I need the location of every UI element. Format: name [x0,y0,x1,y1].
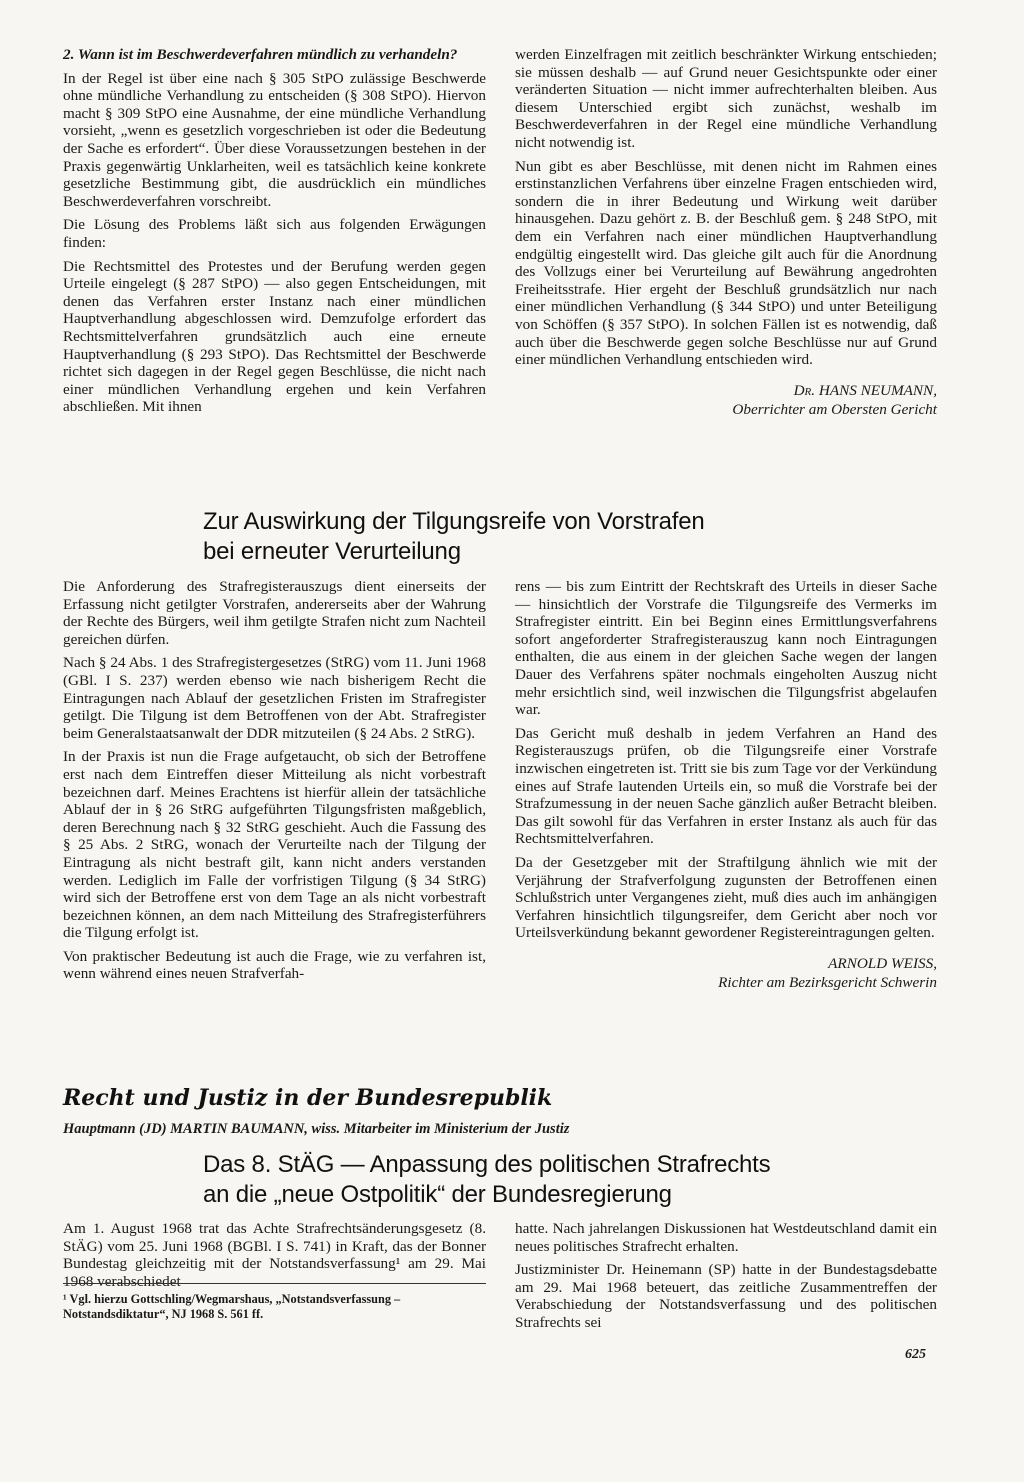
article2-paragraph: Die Anforderung des Strafregisterauszugs dient einerseits der Erfassung nicht getilgter Vorstrafen, andererseits aber der Wahrung der Rechte des Bürgers, weil ihm getilgte Strafen nicht zum Nachteil gereichen dürfen. [63,578,486,648]
page-number: 625 [905,1347,926,1362]
article2-paragraph: rens — bis zum Eintritt der Rechtskraft des Urteils in dieser Sache — hinsichtlich der Vorstrafe die Tilgungsreife des Vermerks im Strafregister eintritt. Ein bei Beginn eines Ermittlungsverfahrens sofort angeforderter Strafregisterauszug kann noch Eintragungen enthalten, die aus einem in der gleichen Sache wegen der langen Dauer des Verfahrens später nochmals eingeholten Auszug nicht mehr ersichtlich sind, weil inzwischen die Tilgungsfrist abgelaufen war. [515,578,937,719]
article1-left-column [63,46,486,422]
article1-heading: 2. Wann ist im Beschwerdeverfahren mündlich zu verhandeln? [63,46,458,63]
article2-title [203,507,705,567]
article3-title-line1: Das 8. StÄG — Anpassung des politischen Strafrechts [203,1151,771,1178]
article2-right-column [515,578,937,992]
article3-title [203,1150,770,1210]
article1-paragraph: Die Lösung des Problems läßt sich aus folgenden Erwägungen finden: [63,216,486,251]
article1-paragraph: Die Rechtsmittel des Protestes und der Berufung werden gegen Urteile eingelegt (§ 287 StPO) — also gegen Entscheidungen, mit denen das Verfahren erster Instanz nach einer mündlichen Hauptverhandlung abgeschlossen wird. Demzufolge erfordert das Rechtsmittelverfahren grundsätzlich auch eine erneute Hauptverhandlung (§ 293 StPO). Das Rechtsmittel der Beschwerde richtet sich dagegen in der Regel gegen Beschlüsse, die nicht nach einer mündlichen Verhandlung ergehen und kein Verfahren abschließen. Mit ihnen [63,257,486,416]
article3-right-column [515,1220,937,1338]
article2-signature [515,954,937,992]
article1-author-title: Oberrichter am Obersten Gericht [732,400,937,418]
article1-right-column [515,46,937,419]
article3-title-line2: an die „neue Ostpolitik“ der Bundesregierung [203,1181,672,1208]
article3-paragraph: Am 1. August 1968 trat das Achte Strafrechtsänderungsgesetz (8. StÄG) vom 25. Juni 1968 (BGBl. I S. 741) in Kraft, das der Bonner Bundestag gleichzeitig mit der Notstandsverfassung¹ am 29. Mai 1968 verabschiedet [63,1220,486,1290]
article3-paragraph: Justizminister Dr. Heinemann (SP) hatte in der Bundestagsdebatte am 29. Mai 1968 beteuert, das zeitliche Zusammentreffen der Verabschiedung der Notstandsverfassung und des politischen Strafrechts sei [515,1261,937,1331]
article2-paragraph: Da der Gesetzgeber mit der Straftilgung ähnlich wie mit der Verjährung der Strafverfolgung zugunsten der Betroffenen einen Schlußstrich unter Vergangenes zieht, muß dies auch im anhängigen Verfahren hinsichtlich tilgungsreifer, dem Gericht aber noch vor Urteilsverkündung bekannt gewordener Registereintragungen gelten. [515,853,937,942]
article2-title-line1: Zur Auswirkung der Tilgungsreife von Vorstrafen [203,508,705,535]
article2-paragraph: Nach § 24 Abs. 1 des Strafregistergesetzes (StRG) vom 11. Juni 1968 (GBl. I S. 237) werden ebenso wie nach bisherigem Recht die Eintragungen nach Ablauf der gesetzlichen Fristen im Strafregister getilgt. Die Tilgung ist dem Betroffenen von der Abt. Strafregister beim Generalstaatsanwalt der DDR mitzuteilen (§ 24 Abs. 2 StRG). [63,654,486,742]
article1-paragraph: Nun gibt es aber Beschlüsse, mit denen nicht im Rahmen eines erstinstanzlichen Verfahrens über einzelne Fragen entschieden wird, sondern die in ihrer Bedeutung und Wirkung weit darüber hinausgehen. Dazu gehört z. B. der Beschluß gem. § 248 StPO, mit dem ein Verfahren nach einer mündlichen Hauptverhandlung endgültig eingestellt wird. Das gleiche gilt auch für die Anordnung des Vollzugs einer bei Verurteilung auf Bewährung angedrohten Freiheitsstrafe. Hier ergeht der Beschluß grundsätzlich nur nach einer mündlichen Verhandlung (§ 344 StPO) und unter Beteiligung von Schöffen (§ 357 StPO). In solchen Fällen ist es notwendig, daß auch über die Beschwerde gegen solche Beschlüsse nur auf Grund einer mündlichen Verhandlung entschieden wird. [515,157,937,369]
article2-paragraph: Das Gericht muß deshalb in jedem Verfahren an Hand des Registerauszugs prüfen, ob die Tilgungsreife einer Vorstrafe inzwischen eingetreten ist. Tritt sie bis zum Tage vor der Verkündung eines auf Strafe lautenden Urteils ein, so muß die Vorstrafe bei der Strafzumessung in der neuen Sache gänzlich außer Betracht bleiben. Das gilt sowohl für das Verfahren in erster Instanz als auch für das Rechtsmittelverfahren. [515,724,937,848]
article2-paragraph: In der Praxis ist nun die Frage aufgetaucht, ob sich der Betroffene erst nach dem Eintreffen dieser Mitteilung als nicht vorbestraft bezeichnen darf. Meines Erachtens ist hierfür allein der tatsächliche Ablauf der in § 26 StRG aufgeführten Tilgungsfristen maßgeblich, deren Berechnung nach § 32 StRG geschieht. Auch die Fassung des § 25 Abs. 2 StRG, wonach der Verurteilte nach der Tilgung der Eintragung als nicht bestraft gilt, kann nicht anders verstanden werden. Lediglich im Falle der vorfristigen Tilgung (§ 34 StRG) wird sich der Betroffene erst von dem Tage an als nicht vorbestraft bezeichnen können, an dem nach Mitteilung des Strafregisterführers die Tilgung erfolgt ist. [63,748,486,942]
article2-author-title: Richter am Bezirksgericht Schwerin [718,973,937,991]
section-title: Recht und Justiz in der Bundesrepublik [63,1085,553,1111]
article2-left-column [63,578,486,989]
article1-signature [515,381,937,419]
article3-paragraph: hatte. Nach jahrelangen Diskussionen hat Westdeutschland damit ein neues politisches Strafrecht erhalten. [515,1220,937,1255]
article2-author-name: ARNOLD WEISS, [828,954,937,972]
article1-author-name: Dr. HANS NEUMANN, [793,381,937,399]
article2-title-line2: bei erneuter Verurteilung [203,538,461,565]
article2-paragraph: Von praktischer Bedeutung ist auch die Frage, wie zu verfahren ist, wenn während eines neuen Strafverfah- [63,947,486,983]
article1-paragraph: werden Einzelfragen mit zeitlich beschränkter Wirkung entschieden; sie müssen deshalb — auf Grund neuer Gesichtspunkte oder einer veränderten Situation — nicht immer aufrechterhalten bleiben. Aus diesem Unterschied ergibt sich zunächst, weshalb im Beschwerdeverfahren in der Regel eine mündliche Verhandlung nicht notwendig ist. [515,46,937,151]
article1-paragraph: In der Regel ist über eine nach § 305 StPO zulässige Beschwerde ohne mündliche Verhandlung zu entscheiden (§ 308 StPO). Hiervon macht § 309 StPO eine Ausnahme, der eine mündliche Verhandlung vorsieht, „wenn es gesetzlich vorgeschrieben ist oder die Bedeutung der Sache es erfordert“. Über diese Voraussetzungen bestehen in der Praxis gegenwärtig Unklarheiten, weil es tatsächlich keine konkrete gesetzliche Bestimmung gibt, die ausdrücklich ein mündliches Beschwerdeverfahren vorschreibt. [63,69,486,210]
footnote: ¹ Vgl. hierzu Gottschling/Wegmarshaus, „Notstandsverfassung – Notstandsdiktatur“, NJ 1968 S. 561 ff. [63,1283,486,1322]
article3-author-line: Hauptmann (JD) MARTIN BAUMANN, wiss. Mitarbeiter im Ministerium der Justiz [63,1121,570,1137]
